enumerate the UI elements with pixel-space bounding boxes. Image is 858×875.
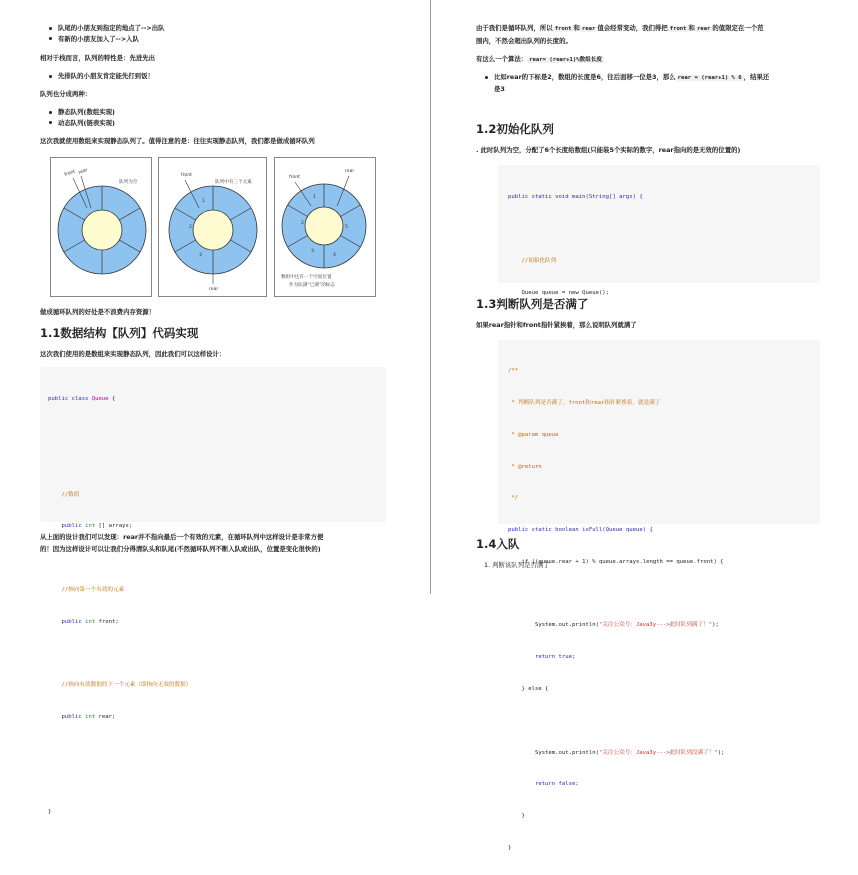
paragraph-design-line1: 从上面的设计我们可以发现：rear并不指向最后一个有效的元素，在循环队列中这样设计是非常方便 [40, 533, 324, 541]
svg-text:1: 1 [313, 195, 316, 200]
list-item: 队尾的小朋友到指定的地点了-->出队 [46, 23, 165, 34]
ring-wheel [169, 186, 257, 274]
paragraph-static: 这次我们使用的是数组来实现静态队列，因此我们可以这样设计： [40, 350, 226, 358]
rear-label: rear [209, 287, 219, 292]
bullet-list-example [482, 72, 769, 94]
right-page [432, 0, 858, 851]
list-item: 动态队列(链表实现) [46, 118, 115, 129]
ring-wheel [282, 184, 366, 268]
code-block-isfull: /** * 判断队列是否满了，front和rear指针紧挨着，就是满了 * @param queue * @return */ public static boolean isFull(Queue queue) { if ((queue.rear + 1) % queue.arrays.length == queue.front) { System.out.println("关注公众号：Java3y--->此时队列满了！"); return true; } else { System.out.println("关注公众号：Java3y--->此时队列没满了！"); return false; } } [498, 340, 820, 524]
circular-queue-diagram-full [274, 157, 376, 297]
paragraph-init: . 此时队列为空，分配了6个长度给数组(只能装5个实际的数字，rear指向的是无效的位置的) [476, 146, 741, 154]
paragraph-top-line2: 围内，不然会超出队列的长度的。 [476, 37, 572, 45]
svg-text:3: 3 [311, 249, 314, 254]
list-item: 先排队的小朋友肯定能先打到饭！ [46, 71, 154, 82]
section-heading-1-4: 1.4入队 [476, 537, 520, 551]
paragraph-kinds: 队列也分成两种： [40, 90, 92, 98]
rear-label: rear [345, 169, 355, 174]
svg-text:3: 3 [199, 253, 202, 258]
diagram-note: 队列为空 [119, 180, 138, 185]
paragraph-compare: 相对于栈而言，队列的特性是：先进先出 [40, 54, 156, 62]
list-item: 静态队列(数组实现) [46, 107, 115, 118]
bullet-list-kinds [46, 107, 115, 128]
section-heading-1-1: 1.1数据结构【队列】代码实现 [40, 326, 199, 340]
circular-queue-diagram-three [158, 157, 267, 297]
paragraph-algorithm: 有这么一个算法： rear= (rear+1)%数组长度 [476, 55, 603, 63]
svg-text:2: 2 [189, 225, 192, 230]
paragraph-full: 如果rear指针和front指针紧挨着，那么说明队列就满了 [476, 321, 637, 329]
bullet-list-fifo [46, 71, 154, 82]
paragraph-circular: 这次我就使用数组来实现静态队列了。值得注意的是：往往实现静态队列，我们都是做成循环队列 [40, 137, 315, 145]
front-label: front [63, 169, 76, 178]
circular-queue-diagram-empty [50, 157, 152, 297]
ring-wheel [58, 186, 146, 274]
list-item: 比如rear的下标是2，数组的长度是6，往后面移一位是3，那么 rear = (rear+1) % 6 ，结果还 [482, 72, 769, 84]
list-item: 1. 判断该队列是否满了 [484, 561, 550, 569]
diagram-caption: 数组中还有一个空间位置 [281, 275, 332, 280]
page-divider [430, 0, 431, 594]
paragraph-design-line2: 的！因为这样设计可以让我们分得清队头和队尾(不然循环队列不断入队或出队，位置是变化很快的) [40, 545, 321, 553]
code-block-queue-class: public class Queue { //数组 public int [] arrays; //指向第一个有效的元素 public int front; //指向有效数据的下一个元素（即指向无效的数据） public int rear; } [40, 367, 386, 522]
svg-text:2: 2 [301, 221, 304, 226]
rear-label: rear [77, 167, 89, 176]
svg-text:5: 5 [345, 225, 348, 230]
front-label: front [289, 175, 300, 180]
diagram-caption: 作为队满“已满”的标志 [289, 283, 336, 288]
paragraph-top-line1: 由于我们是循环队列，所以 front 和 rear 值会经常变动，我们得把 front 和 rear 的值限定在一个范 [476, 24, 764, 32]
section-heading-1-2: 1.2初始化队列 [476, 122, 554, 136]
paragraph-benefit: 做成循环队列的好处是不浪费内存资源！ [40, 308, 156, 316]
front-label: front [181, 173, 192, 178]
bullet-list-queue-actions [46, 23, 165, 44]
code-block-init-queue: public static void main(String[] args) { //初始化队列 Queue queue = new Queue(); [498, 165, 820, 283]
svg-text:1: 1 [202, 199, 205, 204]
svg-text:4: 4 [333, 253, 336, 258]
ordered-list-enqueue [484, 560, 550, 570]
diagram-note: 队列中有三个元素 [215, 180, 252, 185]
list-item: 有新的小朋友加入了-->入队 [46, 34, 165, 45]
section-heading-1-3: 1.3判断队列是否满了 [476, 297, 589, 311]
list-item-continued: 是3 [494, 84, 505, 93]
left-page [0, 0, 428, 816]
